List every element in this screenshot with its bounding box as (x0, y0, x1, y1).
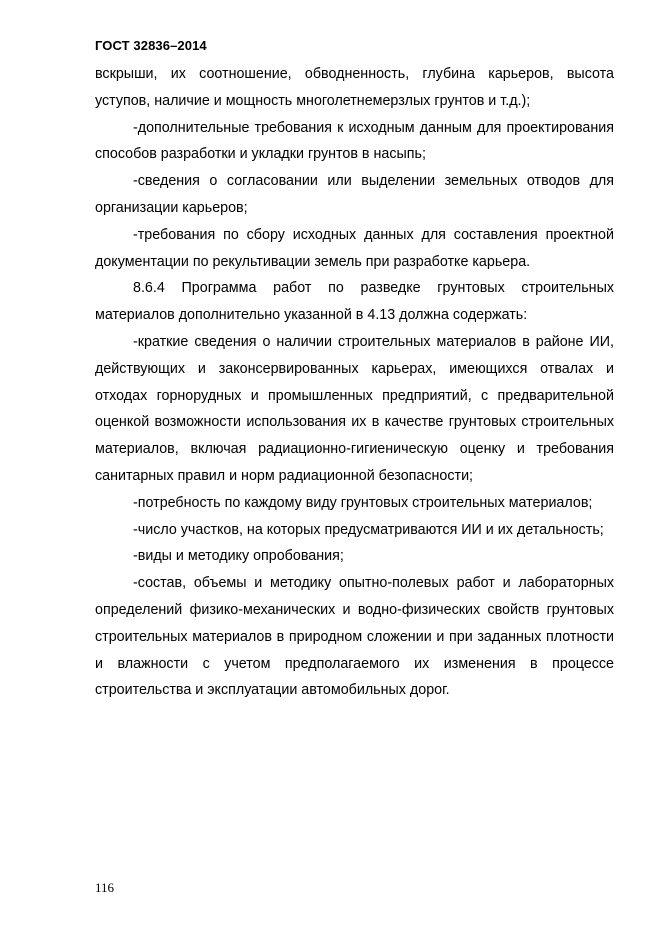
body-text (95, 61, 614, 704)
list-item: -состав, объемы и методику опытно-полевых работ и лабораторных определений физико-механических и водно-физических свойств грунтовых строительных материалов в природном сложении и при заданных плотности и влажности с учетом предполагаемого их изменения в процессе строительства и эксплуатации автомобильных дорог. (95, 575, 614, 699)
standard-header: ГОСТ 32836–2014 (95, 38, 207, 53)
page-number: 116 (95, 880, 115, 895)
list-item: -требования по сбору исходных данных для составления проектной документации по рекультивации земель при разработке карьера. (95, 226, 614, 270)
list-item: -потребность по каждому виду грунтовых строительных материалов; (133, 494, 593, 511)
list-item: -краткие сведения о наличии строительных материалов в районе ИИ, действующих и законсервированных карьерах, имеющихся отвалах и отходах горнорудных и промышленных предприятий, с предварительной оценкой возможности использования их в качестве грунтовых строительных материалов, включая радиационно-гигиеническую оценку и требования санитарных правил и норм радиационной безопасности; (95, 333, 614, 484)
list-item: -дополнительные требования к исходным данным для проектирования способов разработки и укладки грунтов в насыпь; (95, 119, 614, 163)
section-paragraph: 8.6.4 Программа работ по разведке грунтовых строительных материалов дополнительно указанной в 4.13 должна содержать: (95, 280, 614, 324)
list-item: -число участков, на которых предусматриваются ИИ и их детальность; (133, 521, 604, 538)
paragraph: вскрыши, их соотношение, обводненность, глубина карьеров, высота уступов, наличие и мощность многолетнемерзлых грунтов и т.д.); (95, 66, 614, 109)
list-item: -сведения о согласовании или выделении земельных отводов для организации карьеров; (95, 173, 614, 216)
list-item: -виды и методику опробования; (133, 548, 344, 565)
